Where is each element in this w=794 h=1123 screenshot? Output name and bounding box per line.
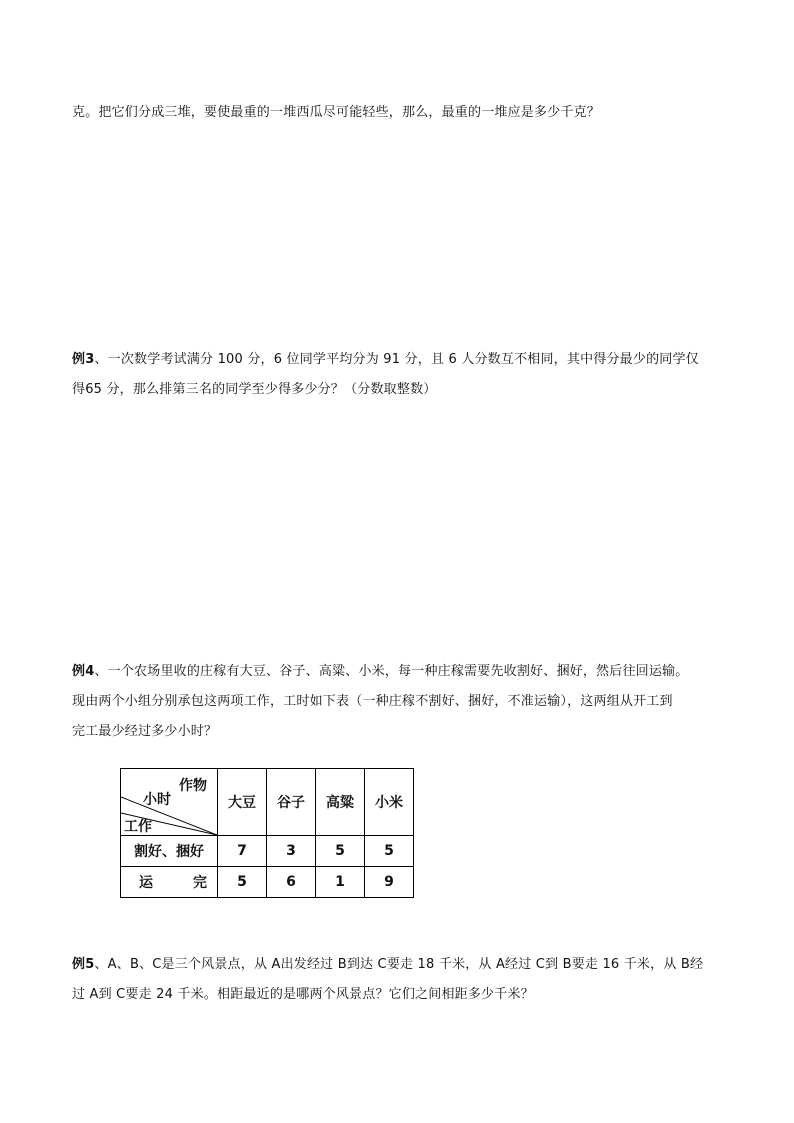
crop-header-millet-grain: 谷子 — [267, 769, 316, 836]
table-cell: 3 — [267, 836, 316, 867]
crop-header-soybean: 大豆 — [218, 769, 267, 836]
corner-label-hours: 小时 — [143, 792, 171, 808]
problem-5-text-line2: 过 A到 C要走 24 千米。相距最近的是哪两个风景点？它们之间相距多少千米？ — [72, 987, 534, 1002]
problem-2-continuation — [72, 98, 732, 128]
work-hours-table — [120, 768, 414, 898]
table-cell: 7 — [218, 836, 267, 867]
row-label-transport-a: 运 — [139, 875, 153, 891]
row-label-transport-b: 完 — [193, 875, 207, 891]
problem-5-label: 例5 — [72, 957, 95, 972]
problem-4-text-line1: 、一个农场里收的庄稼有大豆、谷子、高粱、小米，每一种庄稼需要先收割好、捆好，然后往回运输。 — [94, 664, 689, 679]
diagonal-header-cell — [121, 769, 218, 836]
problem-5 — [72, 950, 732, 1010]
table-cell: 5 — [316, 836, 365, 867]
table-header-row — [121, 769, 414, 836]
table-row — [121, 836, 414, 867]
problem-3-text-line2: 得65 分，那么排第三名的同学至少得多少分？（分数取整数） — [72, 382, 437, 397]
table-cell: 5 — [365, 836, 414, 867]
corner-label-crop: 作物 — [179, 778, 207, 794]
problem-2-text: 克。把它们分成三堆，要使最重的一堆西瓜尽可能轻些，那么，最重的一堆应是多少千克？ — [72, 105, 601, 120]
problem-4-text-line2: 现由两个小组分别承包这两项工作，工时如下表（一种庄稼不割好、捆好，不准运输），这两组从开工到 — [72, 694, 673, 709]
problem-3-text-line1: 、一次数学考试满分 100 分，6 位同学平均分为 91 分，且 6 人分数互不相同，其中得分最少的同学仅 — [94, 352, 699, 367]
problem-4 — [72, 657, 732, 747]
problem-4-label: 例4 — [72, 664, 95, 679]
problem-3-label: 例3 — [72, 352, 95, 367]
crop-header-millet: 小米 — [365, 769, 414, 836]
table-cell: 6 — [267, 867, 316, 898]
problem-5-text-line1: 、A、B、C是三个风景点，从 A出发经过 B到达 C要走 18 千米，从 A经过 C到 B要走 16 千米，从 B经 — [94, 957, 704, 972]
table-cell: 9 — [365, 867, 414, 898]
corner-label-work: 工作 — [124, 819, 152, 835]
table-cell: 5 — [218, 867, 267, 898]
row-label-transport — [121, 867, 218, 898]
table-row — [121, 867, 414, 898]
problem-4-text-line3: 完工最少经过多少小时？ — [72, 724, 218, 739]
table-cell: 1 — [316, 867, 365, 898]
row-label-harvest: 割好、捆好 — [121, 836, 218, 867]
problem-3 — [72, 345, 732, 405]
crop-header-sorghum: 高粱 — [316, 769, 365, 836]
